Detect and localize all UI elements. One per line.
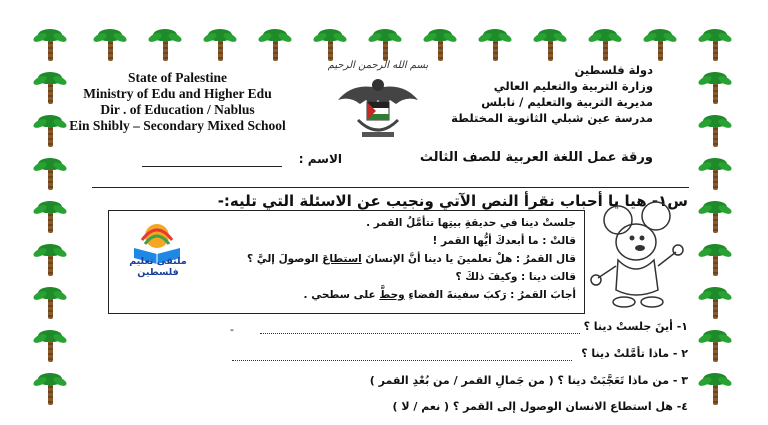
header-english [45, 70, 310, 134]
palm-tree-icon [93, 25, 127, 63]
header-en-line: Ministry of Edu and Higher Edu [83, 86, 272, 101]
palm-tree-icon [643, 25, 677, 63]
separator-line [92, 187, 689, 188]
palm-tree-icon [368, 25, 402, 63]
passage-text: على سطحي . [303, 289, 380, 301]
passage-line [156, 286, 576, 304]
palm-tree-icon [698, 283, 732, 321]
palm-tree-icon [33, 240, 67, 278]
answer-line-1[interactable] [260, 333, 580, 334]
palm-tree-icon [203, 25, 237, 63]
passage-text: الوصولَ إليَّ ؟ [247, 253, 323, 265]
header-ar-line: وزارة التربية والتعليم العالي [493, 79, 653, 93]
palm-tree-icon [698, 326, 732, 364]
palestine-emblem [318, 60, 438, 155]
passage-text: قال القمرُ : هلْ تعلمينَ يا دينا أنَّ الإنسانَ [361, 253, 576, 265]
palm-tree-icon [33, 154, 67, 192]
palm-tree-icon [33, 25, 67, 63]
palm-tree-icon [33, 326, 67, 364]
passage-line [156, 250, 576, 268]
header-ar-line: مدرسة عين شبلي الثانوية المختلطة [451, 111, 653, 125]
palm-tree-icon [698, 111, 732, 149]
passage-line: جلستْ دينا في حديقةِ بيتِها تتأمَّلُ القمر . [366, 217, 576, 229]
question-2: ٢ - ماذا تأمَّلتْ دينا ؟ [581, 347, 688, 360]
palm-tree-icon [533, 25, 567, 63]
header-en-line: Dir . of Education / Nablus [100, 102, 255, 117]
palm-tree-icon [698, 25, 732, 63]
passage-text: أجابَ القمرُ : رَكبَ سفينةَ الفضاءِ [404, 289, 576, 301]
palm-tree-icon [423, 25, 457, 63]
name-label: الاسم : [298, 152, 342, 166]
passage-line: قالتْ : ما أبعدكَ أيُّها القمر ! [432, 235, 576, 247]
palm-tree-icon [698, 369, 732, 407]
mickey-mouse-illustration [588, 200, 688, 310]
name-field[interactable] [142, 166, 282, 167]
underlined-word: استطاعَ [322, 253, 362, 265]
palm-tree-icon [478, 25, 512, 63]
worksheet-title: ورقة عمل اللغة العربية للصف الثالث [419, 150, 653, 165]
palm-tree-icon [313, 25, 347, 63]
header-ar-line: مديرية التربية والتعليم / نابلس [481, 95, 653, 109]
dash-mark: - [230, 323, 234, 336]
question-heading: س١- هيا يا أحباب نقرأ النص الآتي ونجيب عن الاسئلة التي تليه:- [217, 192, 688, 210]
palm-tree-icon [698, 197, 732, 235]
palm-tree-icon [698, 68, 732, 106]
header-en-line: State of Palestine [128, 70, 227, 85]
palm-tree-icon [148, 25, 182, 63]
header-en-line: Ein Shibly – Secondary Mixed School [69, 118, 286, 133]
palm-tree-icon [698, 154, 732, 192]
header-arabic [433, 62, 653, 126]
question-4: ٤- هل استطاع الانسان الوصول إلى القمر ؟ ( نعم / لا ) [392, 400, 688, 413]
palm-tree-icon [258, 25, 292, 63]
palm-tree-icon [588, 25, 622, 63]
header-ar-line: دولة فلسطين [574, 63, 653, 77]
passage-line: قالت دينا : وكيفَ ذلكَ ؟ [455, 271, 576, 283]
answer-line-2[interactable] [232, 360, 572, 361]
underlined-word: وحطَّ [379, 289, 405, 301]
question-3: ٣ - من ماذا تَعَجَّبَتْ دينا ؟ ( من جَمالِ القمر / من بُعْدِ القمر ) [369, 374, 688, 387]
palm-tree-icon [698, 240, 732, 278]
forum-logo-text: ملتقى تعليم فلسطين [129, 256, 187, 278]
palm-tree-icon [33, 197, 67, 235]
basmala-calligraphy: بسم الله الرحمن الرحيم [327, 60, 429, 71]
eagle-icon [318, 60, 438, 155]
palm-tree-icon [33, 283, 67, 321]
question-1: ١- أينَ جلستْ دينا ؟ [583, 320, 688, 333]
palm-tree-icon [33, 369, 67, 407]
